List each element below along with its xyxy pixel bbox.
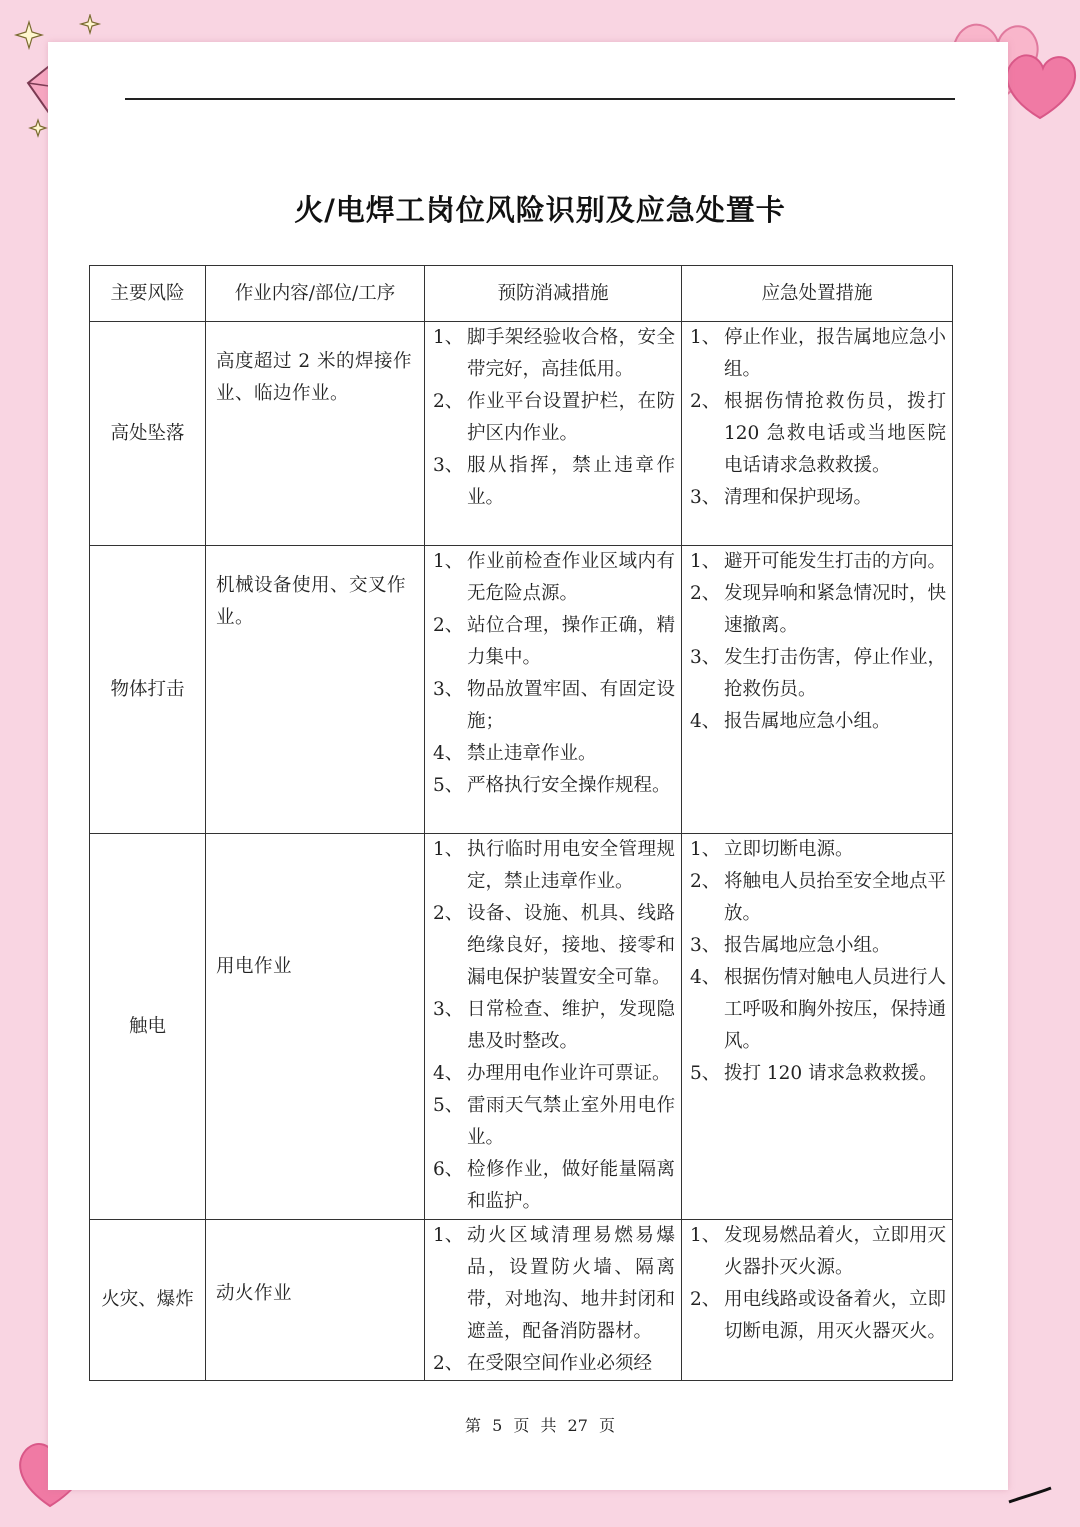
pen-mark-icon: [1005, 1480, 1055, 1510]
list-item: 3、 清理和保护现场。: [690, 487, 873, 508]
list-item: 1、 避开可能发生打击的方向。: [690, 551, 947, 572]
table-header-row: [90, 266, 953, 322]
table-row: [90, 1220, 953, 1381]
emergency-cell: [682, 546, 953, 834]
emergency-cell: [682, 322, 953, 546]
list-item: 2、 作业平台设置护栏，在防护区内作业。: [433, 391, 675, 444]
content-cell: 动火作业: [206, 1220, 425, 1381]
list-item: 4、 禁止违章作业。: [433, 743, 597, 764]
table-row: [90, 834, 953, 1220]
list-item: 2、 设备、设施、机具、线路绝缘良好，接地、接零和漏电保护装置安全可靠。: [433, 903, 675, 988]
list-item: 2、 站位合理，操作正确，精力集中。: [433, 615, 675, 668]
page-title: 火/电焊工岗位风险识别及应急处置卡: [294, 193, 786, 227]
list-item: 3、 服从指挥，禁止违章作业。: [433, 455, 675, 508]
list-item: 6、 检修作业，做好能量隔离和监护。: [433, 1159, 675, 1212]
header-risk: 主要风险: [90, 266, 206, 322]
list-item: 1、 动火区域清理易燃易爆品，设置防火墙、隔离带，对地沟、地井封闭和遮盖，配备消防器材。: [433, 1225, 675, 1342]
list-item: 2、 在受限空间作业必须经: [433, 1353, 653, 1374]
prevention-cell: [425, 322, 682, 546]
risk-cell: 高处坠落: [90, 322, 206, 546]
content-cell: 高度超过 2 米的焊接作业、临边作业。: [206, 322, 425, 546]
risk-cell: 触电: [90, 834, 206, 1220]
list-item: 4、 办理用电作业许可票证。: [433, 1063, 671, 1084]
header-content: 作业内容/部位/工序: [206, 266, 425, 322]
list-item: 1、 发现易燃品着火，立即用灭火器扑灭火源。: [690, 1225, 947, 1278]
risk-cell: 火灾、爆炸: [90, 1220, 206, 1381]
list-item: 3、 发生打击伤害，停止作业，抢救伤员。: [690, 647, 947, 700]
list-item: 2、 根据伤情抢救伤员，拨打 120 急救电话或当地医院电话请求急救救援。: [690, 391, 946, 476]
prevention-cell: [425, 546, 682, 834]
page-number: 第 5 页 共 27 页: [465, 1416, 615, 1435]
list-item: 3、 日常检查、维护，发现隐患及时整改。: [433, 999, 675, 1052]
risk-card-table: [89, 265, 953, 1381]
content-cell: 机械设备使用、交叉作业。: [206, 546, 425, 834]
list-item: 5、 雷雨天气禁止室外用电作业。: [433, 1095, 675, 1148]
list-item: 3、 物品放置牢固、有固定设施；: [433, 679, 675, 732]
list-item: 1、 停止作业，报告属地应急小组。: [690, 327, 947, 380]
emergency-cell: [682, 1220, 953, 1381]
list-item: 1、 立即切断电源。: [690, 839, 854, 860]
list-item: 2、 发现异响和紧急情况时，快速撤离。: [690, 583, 947, 636]
prevention-cell: [425, 834, 682, 1220]
table-row: [90, 322, 953, 546]
list-item: 5、 拨打 120 请求急救救援。: [690, 1063, 938, 1084]
list-item: 4、 报告属地应急小组。: [690, 711, 891, 732]
list-item: 4、 根据伤情对触电人员进行人工呼吸和胸外按压，保持通风。: [690, 967, 947, 1052]
table-row: [90, 546, 953, 834]
header-rule: [125, 98, 955, 100]
list-item: 2、 用电线路或设备着火，立即切断电源，用灭火器灭火。: [690, 1289, 947, 1342]
prevention-cell: [425, 1220, 682, 1381]
list-item: 2、 将触电人员抬至安全地点平放。: [690, 871, 947, 924]
header-emergency: 应急处置措施: [682, 266, 953, 322]
header-prevention: 预防消减措施: [425, 266, 682, 322]
emergency-cell: [682, 834, 953, 1220]
list-item: 5、 严格执行安全操作规程。: [433, 775, 671, 796]
list-item: 3、 报告属地应急小组。: [690, 935, 891, 956]
risk-cell: 物体打击: [90, 546, 206, 834]
content-cell: 用电作业: [206, 834, 425, 1220]
list-item: 1、 脚手架经验收合格，安全带完好，高挂低用。: [433, 327, 675, 380]
list-item: 1、 执行临时用电安全管理规定，禁止违章作业。: [433, 839, 675, 892]
list-item: 1、 作业前检查作业区域内有无危险点源。: [433, 551, 675, 604]
